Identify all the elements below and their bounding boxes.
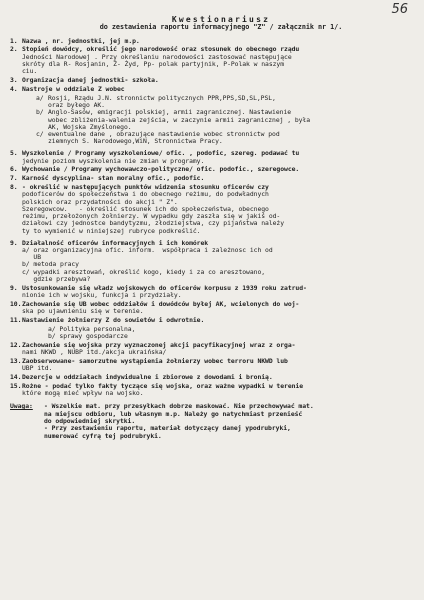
- text-line: Dezercje w oddziałach indywidualne i zbiorowe z dowodami i bronią.: [22, 373, 273, 382]
- text-line: ziemnych S. Narodowego,WiN, Stronnictwa Pracy.: [48, 137, 223, 146]
- text-line: działowi czy jednostce bandytyzmu, złodziejstwa, czy pijaństwa należy: [22, 219, 285, 228]
- spacer: [10, 235, 412, 238]
- list-item: [10, 358, 412, 373]
- item-body: [22, 326, 412, 341]
- item-number: 1.: [10, 36, 18, 45]
- text-line: Ustosunkowanie się władz wojskowych do oficerów korpusu z 1939 roku zatrud-: [22, 283, 307, 292]
- item-body: [22, 317, 412, 324]
- text-line: podoficerów do społeczeństwa i do obecnego reżimu, do podwładnych: [22, 190, 269, 199]
- item-body: [22, 301, 412, 316]
- text-line: ewentualne dane , obrazujące nastawienie wobec stronnictw pod: [48, 130, 280, 139]
- text-line: Jedności Narodowej . Przy określaniu narodowości zastosować następujące: [22, 52, 292, 61]
- list-item: [10, 150, 412, 165]
- item-number: 9.: [10, 283, 18, 292]
- item-number: 10.: [10, 299, 22, 308]
- text-line: jedynie poziom wyszkolenia nie zmian w programy.: [22, 156, 205, 165]
- list-item: [10, 317, 412, 324]
- sub-item: [36, 131, 412, 146]
- sub-item-label: a/: [36, 93, 44, 102]
- item-body: [22, 383, 412, 398]
- list-item: [10, 86, 412, 93]
- text-line: Szeregowcow. - określić stosunek ich do społeczeństwa, obecnego: [22, 204, 269, 213]
- list-item: [10, 38, 412, 45]
- item-body: [22, 38, 412, 45]
- text-line: b/ sprawy gospodarcze: [48, 332, 128, 341]
- text-line: reżimu, przełożonych żołnierzy. W wypadku gdy zaszła się w jakiś od-: [22, 212, 281, 221]
- item-body: [22, 166, 412, 173]
- list-item: [10, 285, 412, 300]
- text-line: UBP itd.: [22, 364, 53, 373]
- sub-item-label: [36, 326, 48, 341]
- text-line: które mogą mieć wpływ na wojsko.: [22, 389, 144, 398]
- item-number: 8.: [10, 182, 18, 191]
- text-line: a/ Polityka personalna,: [48, 324, 136, 333]
- list-item: [10, 175, 412, 182]
- item-body: [22, 150, 412, 165]
- text-line: ty to wymienić w niniejszej rubryce podkreślić.: [22, 226, 201, 235]
- sub-item-text: [48, 109, 412, 131]
- text-line: Rożne - podać tylko fakty tyczące się wojska, oraz ważne wypadki w terenie: [22, 381, 304, 390]
- sub-item-text: [48, 326, 412, 341]
- text-line: na miejscu odbioru, lub własnym m.p. Należy go natychmiast przenieść: [44, 409, 303, 418]
- sub-item: [36, 109, 412, 131]
- text-line: Nastroje w oddziale Z wobec: [22, 84, 125, 93]
- item-body: [22, 240, 412, 284]
- list-item: [10, 95, 412, 146]
- questionnaire-list: [10, 38, 412, 398]
- item-body: [22, 77, 412, 84]
- text-line: Stopień dowódcy, określić jego narodowość oraz stosunek do obecnego rządu: [22, 45, 300, 54]
- item-number: 15.: [10, 381, 22, 390]
- text-line: ciu.: [22, 67, 38, 76]
- item-number: 6.: [10, 165, 18, 174]
- item-body: [22, 175, 412, 182]
- item-number: 14.: [10, 373, 22, 382]
- text-line: Zaobserwowane- samorzutne wystąpienia żołnierzy wobec terroru NKWD lub: [22, 356, 288, 365]
- text-line: oraz byłego AK.: [48, 100, 105, 109]
- sub-item-text: [48, 95, 412, 110]
- list-item: [10, 342, 412, 357]
- text-line: UB: [22, 253, 41, 262]
- text-line: Nazwa , nr. jednostki, jej m.p.: [22, 36, 140, 45]
- item-number: 7.: [10, 174, 18, 183]
- text-line: Organizacja danej jednostki- szkoła.: [22, 76, 159, 85]
- item-number: 9.: [10, 238, 18, 247]
- list-item: [10, 374, 412, 381]
- text-line: b/ metoda pracy: [22, 260, 79, 269]
- sub-item-label: b/: [36, 108, 44, 117]
- item-number: 13.: [10, 356, 22, 365]
- text-line: Karność dyscyplina- stan moralny ofic., podofic.: [22, 174, 205, 183]
- text-line: AK, Wojska Zmyślonego.: [48, 122, 132, 131]
- list-item: [10, 383, 412, 398]
- list-item: [10, 326, 412, 341]
- item-number: 12.: [10, 340, 22, 349]
- note-label: Uwaga:: [10, 402, 33, 411]
- text-line: ska po ujawnieniu się w terenie.: [22, 307, 144, 316]
- page-number: 56: [391, 2, 408, 17]
- text-line: numerować cyfrą tej podrubryki.: [44, 431, 162, 440]
- document-title: Kwestionariusz: [171, 15, 271, 24]
- item-number: 2.: [10, 45, 18, 54]
- text-line: do odpowiedniej skrytki.: [44, 417, 136, 426]
- text-line: Rosji, Rządu J.N. stronnictw politycznych PPR,PPS,SD,SL,PSL,: [48, 93, 276, 102]
- item-body: [22, 358, 412, 373]
- item-body: [22, 285, 412, 300]
- text-line: gdzie przebywa?: [22, 275, 91, 283]
- text-line: - Wszelkie mat. przy przesyłkach dobrze maskować. Nie przechowywać mat.: [44, 402, 314, 411]
- text-line: Nastawienie żołnierzy Z do sowietów i odwrotnie.: [22, 315, 205, 324]
- list-item: [10, 184, 412, 235]
- note-section: [10, 403, 412, 439]
- text-line: nami NKWD , NUBP itd./akcja ukraińska/: [22, 348, 167, 357]
- item-body: [22, 184, 412, 235]
- sub-item: [36, 326, 412, 341]
- text-line: a/ oraz organizacyjna ofic. inform. współpraca i zależnosc ich od: [22, 245, 273, 254]
- list-item: [10, 46, 412, 75]
- item-body: [22, 342, 412, 357]
- note-text: [44, 403, 412, 439]
- text-line: skróty dla R- Rosjanin, Ż- Żyd, Pp- polak partyjnik, P-Polak w naszym: [22, 59, 285, 68]
- document-subtitle: do zestawienia raportu informacyjnego "Z" / załącznik nr 1/.: [99, 23, 343, 32]
- item-number: [10, 326, 22, 341]
- list-item: [10, 301, 412, 316]
- sub-item: [36, 95, 412, 110]
- text-line: polskich oraz przydatności do akcji " Z".: [22, 197, 178, 206]
- list-item: [10, 166, 412, 173]
- list-item: [10, 240, 412, 284]
- item-body: [22, 95, 412, 146]
- text-line: Wychowanie / Programy wychowawczo-polityczne/ ofic. podofic., szeregowce.: [22, 165, 300, 174]
- list-item: [10, 77, 412, 84]
- text-line: - Przy zestawieniu raportu, materiał dotyczący danej ypodrubryki,: [44, 424, 291, 433]
- text-line: wobec zbliżenia-walenia zejścia, w zaczynie armii zagranicznej , była: [48, 115, 311, 124]
- text-line: Zachowanie się wojska przy wyznaczonej akcji pacyfikacyjnej wraz z orga-: [22, 340, 296, 349]
- text-line: - określić w następujących punktów widzenia stosunku oficerów czy: [22, 182, 269, 191]
- text-line: c/ wypadki aresztowań, określić kogo, kiedy i za co aresztowano,: [22, 267, 266, 276]
- item-number: 4.: [10, 84, 18, 93]
- text-line: nionie ich w wojsku, funkcja i przydziały.: [22, 291, 182, 300]
- item-number: 3.: [10, 76, 18, 85]
- text-line: Anglo-Sasów, emigracji polskiej, armii zagranicznej. Nastawienie: [48, 108, 292, 117]
- item-body: [22, 374, 412, 381]
- item-body: [22, 46, 412, 75]
- item-body: [22, 86, 412, 93]
- sub-item-text: [48, 131, 412, 146]
- item-number: [10, 95, 22, 146]
- text-line: Wyszkolenie / Programy wyszkoleniowe/ ofic. , podofic, szereg. podawać tu: [22, 149, 300, 158]
- item-number: 5.: [10, 149, 18, 158]
- sub-item-label: c/: [36, 130, 44, 139]
- text-line: Zachowanie się UB wobec oddziałów i dowódców byłej AK, wcielonych do woj-: [22, 299, 300, 308]
- item-number: 11.: [10, 315, 22, 324]
- text-line: Działalność oficerów informacyjnych i ich komórek: [22, 238, 209, 247]
